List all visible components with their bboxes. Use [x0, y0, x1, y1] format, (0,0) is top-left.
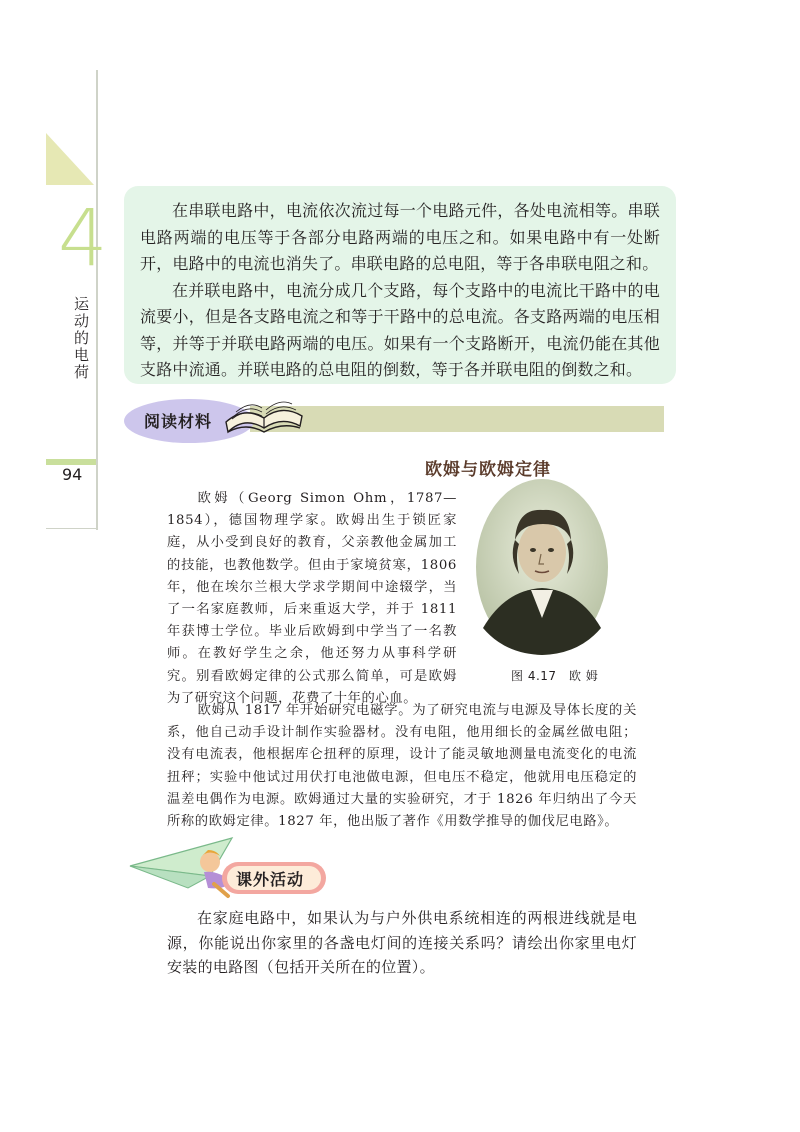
article-paragraph-2-wrap: [167, 700, 637, 833]
ohm-portrait-image: [475, 478, 609, 656]
summary-paragraph-parallel: 在并联电路中，电流分成几个支路，每个支路中的电流比干路中的电流要小，但是各支路电流之和等于干路中的总电流。各支路两端的电压相等，并等于并联电路两端的电压。如果有一个支路断开，电流仍能在其他支路中流通。并联电路的总电阻的倒数，等于各并联电阻的倒数之和。: [140, 280, 660, 379]
activity-text-wrap: [167, 906, 637, 980]
reading-banner-bar: [250, 406, 664, 432]
figure-caption: 图 4.17 欧 姆: [511, 669, 599, 683]
article-title-row: [0, 455, 660, 480]
page-number: 94: [62, 465, 83, 484]
article-paragraph-1: 欧姆（Georg Simon Ohm，1787—1854），德国物理学家。欧姆出生于锁匠家庭，从小受到良好的教育，父亲教他金属加工的技能，也教他数学。但由于家境贫寒，1806 年，他在埃尔兰根大学求学期间中途辍学，当了一名家庭教师，后来重返大学，并于 1811 年获博士学位。毕业后欧姆到中学当了一名教师。在教好学生之余，他还努力从事科学研究。别看欧姆定律的公式那么简单，可是欧姆为了研究这个问题，花费了十年的心血。: [167, 491, 457, 706]
reading-label: 阅读材料: [144, 412, 213, 431]
margin-divider: [46, 528, 96, 529]
article-title: 欧姆与欧姆定律: [425, 460, 551, 480]
open-book-icon: [222, 392, 306, 438]
corner-triangle-decoration: [46, 133, 94, 185]
article-paragraph-1-wrap: [167, 488, 457, 710]
summary-paragraph-series: 在串联电路中，电流依次流过每一个电路元件，各处电流相等。串联电路两端的电压等于各部分电路两端的电压之和。如果电路中有一处断开，电路中的电流也消失了。串联电路的总电阻，等于各串联电阻之和。: [140, 201, 660, 273]
chapter-number: 4: [58, 194, 108, 284]
chapter-title: 运动的电荷: [74, 295, 90, 381]
article-paragraph-2: 欧姆从 1817 年开始研究电磁学。为了研究电流与电源及导体长度的关系，他自己动手设计制作实验器材。没有电阻，他用细长的金属丝做电阻；没有电流表，他根据库仑扭秤的原理，设计了能灵敏地测量电流变化的电流扭秤；实验中他试过用伏打电池做电源，但电压不稳定，他就用电压稳定的温差电偶作为电源。欧姆通过大量的实验研究，才于 1826 年归纳出了今天所称的欧姆定律。1827 年，他出版了著作《用数学推导的伽伐尼电路》。: [167, 703, 637, 830]
activity-text: 在家庭电路中，如果认为与户外供电系统相连的两根进线就是电源，你能说出你家里的各盏电灯间的连接关系吗？请绘出你家里电灯安装的电路图（包括开关所在的位置）。: [167, 909, 637, 976]
activity-label: 课外活动: [236, 870, 305, 889]
summary-box: [124, 186, 676, 384]
